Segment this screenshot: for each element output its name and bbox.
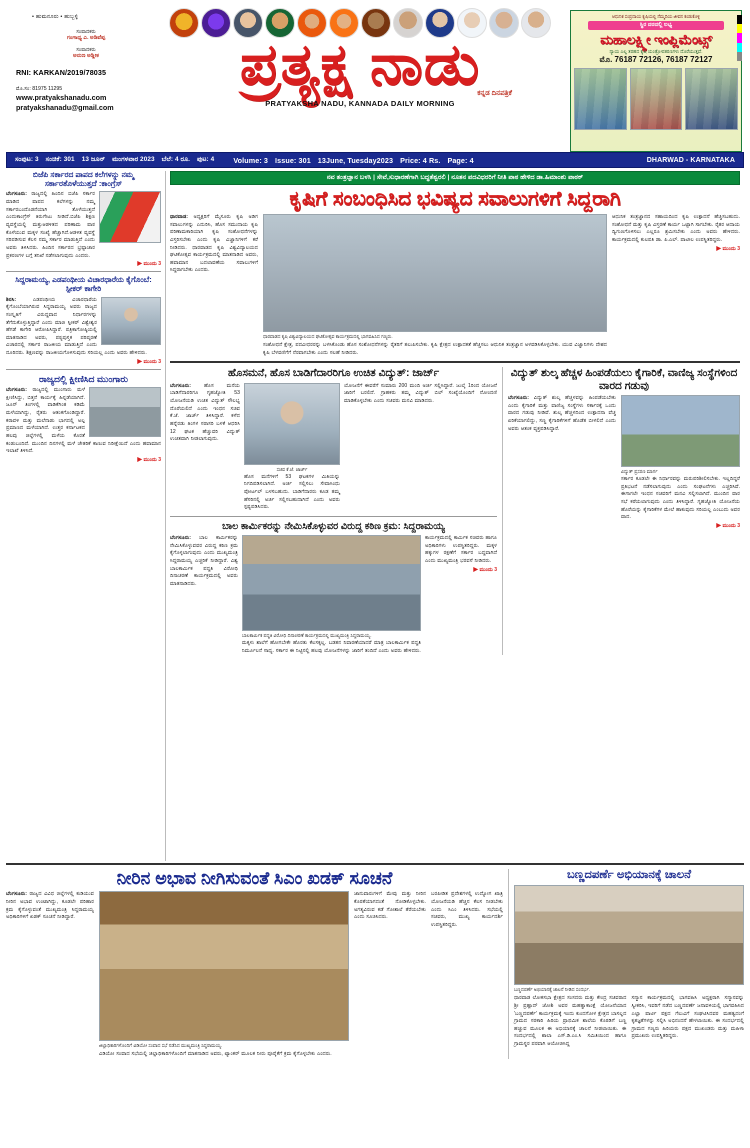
info-issue-kn: ಸಂಚಿಕೆ: 301 [45,156,75,163]
mid-left-block [170,367,503,655]
right-col2: ಸರ್ಕಾರ ಕೂಡಲೇ ಈ ನಿರ್ಧಾರವನ್ನು ಮರುಪರಿಶೀಲಿಸಬೇಕು. ಇಲ್ಲದಿದ್ದರೆ ಪ್ರತಿಭಟನೆ ನಡೆಸಲಾಗುವುದು ಎಂದು ಸಂಘಟನೆಗಳು ಎಚ್ಚರಿಸಿವೆ. ಈಗಾಗಲೇ ಇಂಧನ ಸಚಿವರಿಗೆ ಮನವಿ ಸಲ್ಲಿಸಲಾಗಿದೆ. ಮುಂದಿನ ವಾರ ಸಭೆ ಕರೆಯಲಾಗುವುದು ಎಂದು ತಿಳಿಸಿದ್ದಾರೆ. ಗೃಹಜ್ಯೋತಿ ಯೋಜನೆಯ ಹೊರೆಯನ್ನು ಕೈಗಾರಿಕೆಗಳ ಮೇಲೆ ಹಾಕುವುದು ಸರಿಯಲ್ಲ ಎಂಬುದು ಅವರ ವಾದ. [621,476,740,521]
mid-story-1[interactable] [170,367,497,512]
mid-1-col3: ಯೋಜನೆಗೆ ಈವರೆಗೆ ಸುಮಾರು 200 ಮಂದಿ ಅರ್ಜಿ ಸಲ್ಲಿಸಿದ್ದಾರೆ. ಜುಲೈ 1ರಿಂದ ಯೋಜನೆ ಜಾರಿಗೆ ಬರಲಿದೆ. ಗ್ರಾಹಕರು ತಮ್ಮ ವಿದ್ಯುತ್ ಬಿಲ್ ಸಂಖ್ಯೆಯೊಂದಿಗೆ ನೋಂದಣಿ ಮಾಡಿಕೊಳ್ಳಬೇಕು ಎಂದು ಸಚಿವರು ಮನವಿ ಮಾಡಿದರು. [344,382,497,404]
masthead [6,0,744,152]
masthead-left-info [6,6,156,152]
continued-label: ಮುಂದು 3 [143,358,161,365]
bottom-left-headline: ನೀರಿನ ಅಭಾವ ನೀಗಿಸುವಂತೆ ಸಿಎಂ ಖಡಕ್ ಸೂಚನೆ [116,868,393,888]
bottom-section [6,869,744,1059]
lead-continued[interactable]: ▶ ಮುಂದು 3 [716,245,740,252]
continued-label: ಮುಂದು 3 [143,456,161,463]
portrait-icon [521,8,551,38]
left-story-1-headline: ಬಿಜೆಪಿ ಸರ್ಕಾರದ ಪಾಪದ ಕಲೆಗಳನ್ನು ನಮ್ಮ ಸರ್ಕಾರತೊಳೆಯುತ್ತದೆ :ಕಾಂಗ್ರೆಸ್ [32,170,135,188]
lead-story-photo [263,214,607,332]
br-col2: ಸನ್ಮಾನ ಕಾರ್ಯಕ್ರಮದಲ್ಲಿ ಭಾಗವಹಿಸಿ ಅಧ್ಯಕ್ಷರಾಗಿ ಸನ್ಮಾನವನ್ನು ಸ್ವೀಕರಿಸಿ, ಇವರಿಗೆ ನಡೆದ ಬಣ್ಣದಪರ್ಣೆ ಜನಾವಳಿಯಲ್ಲಿ ಭಾಗವಹಿಸಿದ ಎಲ್ಲಾ ಪಾರ್ಟಿ ಪಕ್ಷದ ಗೆಲುವಿಗೆ ಸಂಘಟಿಸಿದವರ ಮಹತ್ವದಂಗೆ ಕೃತಜ್ಞತೆಗಳನ್ನು ಸಲ್ಲಿಸಿ ಅಭಿನಂದನೆ ಹೇಳಲಾಯಿತು. ಈ ಸಂದರ್ಭದಲ್ಲಿ ಗ್ರಾಮದ ಗಣ್ಯರು ಹಿರಿಯರು ಪಕ್ಷದ ಮುಖಂಡರು ಮತ್ತು ಮಹಿಳಾ ಪ್ರಮುಖರು ಉಪಸ್ಥಿತರಿದ್ದರು. [631,995,744,1040]
lead-dateline: ಧಾರವಾಡ: [170,214,189,220]
ad-subline: ನ್ಯಾಯ ಎಲ್ಲ ತರಹದ ಕೃಷಿ ಯಂತ್ರೋಪಕರಣಗಳು ದೊರೆಯುತ್ತವೆ. [609,49,703,54]
left-column [6,171,166,861]
mid-2-col1: ಬಾಲ ಕಾರ್ಮಿಕರನ್ನು ನೇಮಿಸಿಕೊಳ್ಳುವವರ ವಿರುದ್ಧ ಕಠಿಣ ಕ್ರಮ ಕೈಗೊಳ್ಳಲಾಗುವುದು ಎಂದು ಮುಖ್ಯಮಂತ್ರಿ ಸಿದ್ದರಾಮಯ್ಯ ಎಚ್ಚರಿಕೆ ನೀಡಿದ್ದಾರೆ. ವಿಶ್ವ ಬಾಲಕಾರ್ಮಿಕ ಪದ್ಧತಿ ವಿರೋಧಿ ದಿನಾಚರಣೆ ಕಾರ್ಯಕ್ರಮದಲ್ಲಿ ಅವರು ಮಾತನಾಡಿದರು. [170,535,239,588]
contact-block [16,86,156,113]
page-title: ಪ್ರತ್ಯಕ್ಷ ನಾಡು [239,32,481,97]
editor-credit-1 [16,29,156,42]
contact-phone: ಮೊ.ಸಂ: 81975 11295 [16,86,63,92]
masthead-advertisement[interactable] [564,6,744,152]
bottom-right-headline: ಬಣ್ಣದಪರ್ಣೆ ಅಭಿಯಾನಕ್ಕೆ ಚಾಲನೆ [566,869,692,881]
mid-1-dateline: ಬೆಂಗಳೂರು: [170,382,191,389]
ad-phone: ಮೊ. 76187 72126, 76187 72127 [599,55,713,64]
left-story-1-continued[interactable]: ▶ ಮುಂದು 3 [137,261,161,268]
mid-1-col2: ಹೊಸ ಮನೆಗಳಿಗೆ 53 ಘಟಕಗಳ ಮಿತಿಯನ್ನು ನಿಗದಿಪಡಿಸಲಾಗಿದೆ. ಅರ್ಜಿ ಸಲ್ಲಿಸಲು ಸೇವಾಸಿಂಧು ಪೋರ್ಟಲ್ ಬಳಸಬಹುದು. ಬಾಡಿಗೆದಾರರು ಕೂಡ ತಮ್ಮ ಹೆಸರಿನಲ್ಲಿ ಅರ್ಜಿ ಸಲ್ಲಿಸಬಹುದಾಗಿದೆ ಎಂದು ಅವರು ಸ್ಪಷ್ಟಪಡಿಸಿದರು. [244,473,340,511]
ad-title: ಮಹಾಲಕ್ಷ್ಮೀ ಇಂಪ್ಲಿಮೆಂಟ್ಸ್ [600,32,712,47]
left-story-2-photo [101,297,161,345]
br-photo-caption: ಬಣ್ಣದಪರ್ಣೆ ಅಭಿಯಾನಕ್ಕೆ ಚಾಲನೆ ನೀಡಿದ ಸಂದರ್ಭ. [514,987,591,993]
continued-label: ಮುಂದು 3 [722,245,740,252]
bl-col1: ರಾಜ್ಯದ ವಿವಿಧ ಜಿಲ್ಲೆಗಳಲ್ಲಿ ಕುಡಿಯುವ ನೀರಿನ ಅಭಾವ ಉಂಟಾಗಿದ್ದು, ಕೂಡಲೇ ಪರಿಹಾರ ಕ್ರಮ ಕೈಗೊಳ್ಳುವಂತೆ ಮುಖ್ಯಮಂತ್ರಿ ಸಿದ್ದರಾಮಯ್ಯ ಅಧಿಕಾರಿಗಳಿಗೆ ಖಡಕ್ ಸೂಚನೆ ನೀಡಿದ್ದಾರೆ. [6,891,94,921]
ad-product-trailer [685,68,738,130]
left-story-2-continued[interactable]: ▶ ಮುಂದು 3 [137,358,161,365]
bottom-right-photo [514,885,744,985]
editor-role-1: ಸಂಪಾದಕರು [76,29,96,35]
ad-image-row [574,68,738,130]
br-col1: ಧಾರವಾಡ ಲೋಕಸಭಾ ಕ್ಷೇತ್ರದ ಸಂಸದರು ಮತ್ತು ಕೇಂದ್ರ ಸಚಿವರಾದ ಶ್ರೀ ಪ್ರಹ್ಲಾದ್ ಜೋಶಿ ಅವರ ಮಹತ್ವಾಕಾಂಕ್ಷೆ ಯೋಜನೆಯಾದ 'ಬಣ್ಣದಪರ್ಣೆ' ಕಾರ್ಯಕ್ರಮಕ್ಕೆ ಇಂದು ಕುಂದಗೋಳ ಕ್ಷೇತ್ರದ ಬಾಸಲ್ಲದ ಗ್ರಾಮದ ಸರಕಾರಿ ಹಿರಿಯ ಪ್ರಾಥಮಿಕ ಶಾಲೆಯ ಕೊಠಡಿಗೆ ಬಣ್ಣ ಹಚ್ಚುವ ಮೂಲಕ ಈ ಅಭಿಯಾನಕ್ಕೆ ಚಾಲನೆ ನೀಡಲಾಯಿತು. ಈ ಸಂದರ್ಭದಲ್ಲಿ ಶಾಲಾ ಎಸ್.ಡಿ.ಎಂ.ಸಿ ಸಮಿತಿಯಿಂದ ಹಾಗೂ ಗ್ರಾಮಸ್ಥರ ಪರವಾಗಿ ಆಯೋಜಿಸಿದ್ದ [514,995,627,1048]
left-story-2[interactable] [6,276,161,365]
editor-credit-2 [16,47,156,60]
editor-name-2: ಅರುಣ ಅಡ್ಡೀಕ [73,53,99,59]
rni-number: RNI: KARKAN/2019/78035 [16,68,107,77]
lead-photo-caption: ಧಾರವಾಡದ ಕೃಷಿ ವಿಶ್ವವಿದ್ಯಾಲಯದ ಘಟಿಕೋತ್ಸವ ಕಾರ್ಯಕ್ರಮದಲ್ಲಿ ಭಾಗವಹಿಸಿದ ಗಣ್ಯರು. [263,334,393,339]
editor-role-2: ಸಂಪಾದಕರು [76,47,96,53]
mid-1-col1: ಹೊಸ ಮನೆಯ ಬಾಡಿಗೆದಾರರಿಗೂ ಗೃಹಜ್ಯೋತಿ 53 ಯೋಜನೆಯಡಿ ಉಚಿತ ವಿದ್ಯುತ್ ಸೌಲಭ್ಯ ದೊರೆಯಲಿದೆ ಎಂದು ಇಂಧನ ಸಚಿವ ಕೆ.ಜೆ. ಜಾರ್ಜ್ ತಿಳಿಸಿದ್ದಾರೆ. ಕಳೆದ ಹನ್ನೆರಡು ತಿಂಗಳ ಸರಾಸರಿ ಬಳಕೆ ಆಧರಿಸಿ 12 ಘಟಕ ಹೆಚ್ಚುವರಿ ವಿದ್ಯುತ್ ಉಚಿತವಾಗಿ ನೀಡಲಾಗುವುದು. [170,382,240,443]
info-volume-en: Volume: 3 [233,155,269,165]
mid-story-1-photo [244,383,340,465]
left-story-3-text: ರಾಜ್ಯದಲ್ಲಿ ಮುಂಗಾರು ಮಳೆ ಕ್ಷೀಣಿಸಿದ್ದು, ಬಿತ್ತನೆ ಕಾರ್ಯಕ್ಕೆ ಹಿನ್ನಡೆಯಾಗಿದೆ. ಜೂನ್ ತಿಂಗಳಲ್ಲಿ ವಾಡಿಕೆಗಿಂತ ಕಡಿಮೆ ಮಳೆಯಾಗಿದ್ದು, ರೈತರು ಆತಂಕಗೊಂಡಿದ್ದಾರೆ. ಕರಾವಳಿ ಮತ್ತು ಮಲೆನಾಡು ಭಾಗದಲ್ಲಿ ಅಲ್ಪ ಪ್ರಮಾಣದ ಮಳೆಯಾಗಿದೆ. ಉತ್ತರ ಕರ್ನಾಟಕದ ಹಲವು ಜಿಲ್ಲೆಗಳಲ್ಲಿ ಮಳೆಯ ಕೊರತೆ ಕಂಡುಬಂದಿದೆ. ಮುಂದಿನ ದಿನಗಳಲ್ಲಿ ಮಳೆ ಚೇತರಿಕೆ ಕಾಣುವ ನಿರೀಕ್ಷೆಯಿದೆ ಎಂದು ಹವಾಮಾನ ಇಲಾಖೆ ತಿಳಿಸಿದೆ. [6,387,161,455]
color-calibration-strip [737,15,742,61]
continued-label: ಮುಂದು 3 [143,261,161,268]
left-story-2-text: ಎಡಪಂಥೀಯ ವಿಚಾರಧಾರೆಯ ಕೈಗೊಂಬೆಯಾಗಿರುವ ಸಿದ್ದರಾಮಯ್ಯ ಅವರು ರಾಜ್ಯದ ಸಂಸ್ಕೃತಿಗೆ ವಿರುದ್ಧವಾದ ನಿರ್ಧಾರಗಳನ್ನು ತೆಗೆದುಕೊಳ್ಳುತ್ತಿದ್ದಾರೆ ಎಂದು ಮಾಜಿ ಸ್ಪೀಕರ್ ವಿಶ್ವೇಶ್ವರ ಹೆಗಡೆ ಕಾಗೇರಿ ಆರೋಪಿಸಿದ್ದಾರೆ. ಪತ್ರಿಕಾಗೋಷ್ಠಿಯಲ್ಲಿ ಮಾತನಾಡಿದ ಅವರು, ಪಠ್ಯಪುಸ್ತಕ ಪರಿಷ್ಕರಣೆ ವಿಚಾರದಲ್ಲಿ ಸರ್ಕಾರ ರಾಜಕೀಯ ಮಾಡುತ್ತಿದೆ ಎಂದು ದೂರಿದರು. ಶಿಕ್ಷಣವನ್ನು ರಾಜಕೀಯಗೊಳಿಸುವುದು ಸರಿಯಲ್ಲ ಎಂದು ಅವರು ಹೇಳಿದರು. [6,296,147,357]
issue-info-bar [6,152,744,168]
right-continued[interactable]: ▶ ಮುಂದು 3 [716,522,740,529]
contact-website[interactable]: www.pratyakshanadu.com [16,92,107,102]
left-story-1[interactable] [6,171,161,267]
left-story-3-continued[interactable]: ▶ ಮುಂದು 3 [137,456,161,463]
lead-col3: ಆಧುನಿಕ ತಂತ್ರಜ್ಞಾನದ ಸಹಾಯದಿಂದ ಕೃಷಿ ಉತ್ಪಾದನೆ ಹೆಚ್ಚಿಸಬಹುದು. ಸಂಶೋಧನೆ ಮತ್ತು ಕೃಷಿ ವಿಸ್ತರಣೆ ಕಾರ್ಯ ಒಟ್ಟಾಗಿ ಸಾಗಬೇಕು. ರೈತರ ಆದಾಯ ದ್ವಿಗುಣಗೊಳಿಸಲು ಎಲ್ಲರೂ ಶ್ರಮಿಸಬೇಕು ಎಂದು ಅವರು ಹೇಳಿದರು. ಕಾರ್ಯಕ್ರಮದಲ್ಲಿ ಕುಲಪತಿ ಡಾ. ಪಿ.ಎಲ್. ಪಾಟೀಲ ಉಪಸ್ಥಿತರಿದ್ದರು. [612,214,740,243]
mid-2-dateline: ಬೆಂಗಳೂರು: [170,535,191,542]
left-story-3-dateline: ಬೆಂಗಳೂರು: [6,387,27,394]
masthead-subtitle-kn: ಕನ್ನಡ ದಿನಪತ್ರಿಕೆ [477,89,512,97]
editor-name-1: ಗಂಗಾಧ್ಯ ಎ. ಅಡಿವೆಪ್ಪ [66,35,106,41]
info-day-kn: 13 ಜೂನ್ [81,156,106,163]
left-story-3-photo [89,387,161,437]
bl-dateline: ಬೆಂಗಳೂರು: [6,891,27,898]
mid-2-col2: ಮಕ್ಕಳು ಶಾಲೆಗೆ ಹೋಗಬೇಕೇ ಹೊರತು ಕೆಲಸಕ್ಕಲ್ಲ. ಬಡತನ ನಿವಾರಣೆಯಾದರೆ ಮಾತ್ರ ಬಾಲಕಾರ್ಮಿಕ ಪದ್ಧತಿ ನಿರ್ಮೂಲನೆ ಸಾಧ್ಯ. ಸರ್ಕಾರ ಈ ನಿಟ್ಟಿನಲ್ಲಿ ಹಲವು ಯೋಜನೆಗಳನ್ನು ಜಾರಿಗೆ ತಂದಿದೆ ಎಂದು ಅವರು ಹೇಳಿದರು. [242,640,421,654]
masthead-editions: • ಹುಮನೂರು • ಹುಬ್ಬಳ್ಳಿ [32,14,79,20]
bottom-left-story[interactable] [6,869,509,1059]
mid-row [170,367,740,655]
right-story-photo [621,395,740,467]
right-story[interactable] [508,367,740,655]
portrait-icon [201,8,231,38]
info-page-en: Page: 4 [447,155,474,165]
info-volume-kn: ಸಂಪುಟ: 3 [15,156,39,163]
info-date-en: 13June, Tuesday2023 [317,155,394,165]
info-location: DHARWAD - KARNATAKA [646,156,735,164]
info-price-en: Price: 4 Rs. [400,155,441,165]
info-issue-en: Issue: 301 [275,155,311,165]
mid-1-photo-caption: ಸಚಿವ ಕೆ.ಜೆ. ಜಾರ್ಜ್ [276,466,308,472]
continued-label: ಮುಂದು 3 [722,522,740,529]
portrait-icon [489,8,519,38]
info-date-kn: ಮಂಗಳವಾರ 2023 [112,156,155,163]
left-story-1-photo [99,191,161,243]
lead-col1: ಅಧ್ಯಕ್ಷರಿಗೆ ಮೈಸೂರು ಕೃಷಿ ಅಡಿಗ ಸವಾಲುಗಳನ್ನು ಎದುರಿಸಿ, ಹೊಸ ಸಮುದಾಯ ಕೃಷಿ ಪರಿಣಾಮಕಾರಿಯಾಗಿ ಕೃಷಿ ಸಂಶೋಧನೆಗಳನ್ನು ವಿಸ್ತರಿಸಬೇಕು ಎಂದು ಕೃಷಿ ವಿಜ್ಞಾನಿಗಳಿಗೆ ಕರೆ ನೀಡಿದರು. ಧಾರವಾಡದ ಕೃಷಿ ವಿಶ್ವವಿದ್ಯಾಲಯದ ಘಟಿಕೋತ್ಸವ ಕಾರ್ಯಕ್ರಮದಲ್ಲಿ ಮಾತನಾಡಿದ ಅವರು, ಹವಾಮಾನ ಬದಲಾವಣೆಯ ಸವಾಲುಗಳಿಗೆ ಸಿದ್ಧರಾಗಬೇಕು ಎಂದರು. [170,214,258,274]
main-content-grid [6,171,744,861]
right-dateline: ಬೆಂಗಳೂರು: [508,395,529,402]
main-column [166,171,744,861]
bl-col4: ಬರಪೀಡಿತ ಪ್ರದೇಶಗಳಲ್ಲಿ ಉದ್ಯೋಗ ಖಾತ್ರಿ ಯೋಜನೆಯಡಿ ಹೆಚ್ಚಿನ ಕೆಲಸ ನೀಡಬೇಕು ಎಂದು ಸಿಎಂ ತಿಳಿಸಿದರು. ಸಭೆಯಲ್ಲಿ ಸಚಿವರು, ಮುಖ್ಯ ಕಾರ್ಯದರ್ಶಿ ಉಪಸ್ಥಿತರಿದ್ದರು. [431,891,503,928]
mid-story-2-photo [242,535,421,631]
green-banner: ನವ ತಂತ್ರಜ್ಞಾನ ಬಳಸಿ | ಸೇವೆ,ಸುಧಾರಣೆಗಾಗಿ ಬದ್ಧತೆಶ್ವರಲಿ | ನೂತನ ಪದವಿಧರರಿಗೆ ನೀತಿ ಪಾಠ ಹೇಳಿದ ಡಾ.ಹಿಮಾಂಶು ಪಾಠಕ್ [170,171,740,185]
lead-story[interactable] [170,214,740,357]
bottom-right-story[interactable] [509,869,744,1059]
mid-story-2[interactable] [170,521,497,656]
mid-story-1-headline: ಹೊಸಮನೆ, ಹೊಸ ಬಾಡಿಗೆದಾರರಿಗೂ ಉಚಿತ ವಿದ್ಯುತ್: ಜಾರ್ಜ್ [227,367,440,380]
ad-product-rotavator [630,68,683,130]
masthead-subtitle-en: PRATYAKSHA NADU, KANNADA DAILY MORNING [265,98,455,108]
left-story-1-text: ರಾಜ್ಯದಲ್ಲಿ ಹಿಂದಿನ ಬಿಜೆಪಿ ಸರ್ಕಾರ ಮಾಡಿದ ಪಾಪದ ಕಲೆಗಳನ್ನು ನಮ್ಮ ಸರ್ಕಾರಬಂದೊಡನೆಯಾಗಿ ತೊಳೆಯುತ್ತದೆ ಎಂದುಕಾಂಗ್ರೆಸ್ ತಿರುಗೇಟು ನೀಡಿದೆ.ಬಿಜೆಪಿ ಶಿಕ್ಷಣ ವ್ಯವಸ್ಥೆಯಲ್ಲಿ ಮತ್ತುಆಡಳಿತದ ಪರಿಣಾಮ ಪಾಠ ಕೊಳೆಯುವ ಮಕ್ಕಳ ಸಂಖ್ಯೆ ಹೆಚ್ಚಾಗಿದೆ.ಆಡಳಿತ ವ್ಯವಸ್ಥೆ ಸರಿಪಡಿಸುವ ಕೆಲಸ ನಮ್ಮ ಸರ್ಕಾರ ಮಾಡುತ್ತಿದೆ ಎಂದು ಅವರು ತಿಳಿಸಿದರು. ಹಿಂದಿನ ಸರ್ಕಾರದ ಭ್ರಷ್ಟಾಚಾರ ಪ್ರಕರಣಗಳ ಬಗ್ಗೆ ತನಿಖೆ ನಡೆಸಲಾಗುವುದು ಎಂದರು. [6,191,96,259]
right-col1: ವಿದ್ಯುತ್ ಶುಲ್ಕ ಹೆಚ್ಚಳವನ್ನು ಹಿಂಪಡೆಯಬೇಕು ಎಂದು ಕೈಗಾರಿಕೆ ಮತ್ತು ವಾಣಿಜ್ಯ ಸಂಸ್ಥೆಗಳು ಸರ್ಕಾರಕ್ಕೆ ಒಂದು ವಾರದ ಗಡುವು ನೀಡಿವೆ. ಶುಲ್ಕ ಹೆಚ್ಚಳದಿಂದ ಉತ್ಪಾದನಾ ವೆಚ್ಚ ಏರಿಕೆಯಾಗಲಿದ್ದು, ಸಣ್ಣ ಕೈಗಾರಿಕೆಗಳಿಗೆ ಹೊಡೆತ ಬೀಳಲಿದೆ ಎಂದು ಅವರು ಆತಂಕ ವ್ಯಕ್ತಪಡಿಸಿದ್ದಾರೆ. [508,395,616,432]
bl-col3: ಜಾನುವಾರುಗಳಿಗೆ ಮೇವು ಮತ್ತು ನೀರಿನ ಕೊರತೆಯಾಗದಂತೆ ನೋಡಿಕೊಳ್ಳಬೇಕು. ಅಗತ್ಯವಿರುವ ಕಡೆ ಗೋಶಾಲೆ ತೆರೆಯಬೇಕು ಎಂದು ಸೂಚಿಸಿದರು. [354,891,426,921]
portrait-icon [169,8,199,38]
bottom-left-photo [99,891,349,1041]
right-story-headline: ವಿದ್ಯುತ್ ಶುಲ್ಕ ಹೆಚ್ಚಳ ಹಿಂಪಡೆಯಲು ಕೈಗಾರಿಕೆ, ವಾಣಿಜ್ಯ ಸಂಸ್ಥೆಗಳಿಂದ ವಾರದ ಗಡುವು [510,367,738,392]
info-price-kn: ಬೆಲೆ: 4 ರೂ. [161,156,190,163]
info-page-kn: ಪುಟ: 4 [196,156,215,163]
ad-pink-banner: ಸ್ಥಿರ ದರದಲ್ಲಿ ಲಭ್ಯ [588,21,724,30]
left-story-3[interactable] [6,374,161,463]
left-story-2-dateline: ಶಿರಸಿ: [6,296,17,303]
lead-col2: ಸಂಶೋಧನೆ ಕ್ಷೇತ್ರ, ಪದವೀಧರರನ್ನು ಬಳಸಿಕೊಂಡು ಹೊಸ ಸಂಶೋಧನೆಗಳನ್ನು ರೈತರಿಗೆ ತಲುಪಿಸಬೇಕು. ಕೃಷಿ ಕ್ಷೇತ್ರದ ಉತ್ಪಾದಕತೆ ಹೆಚ್ಚಿಸಲು ಆಧುನಿಕ ತಂತ್ರಜ್ಞಾನ ಅಳವಡಿಸಿಕೊಳ್ಳಬೇಕು. ಯುವ ವಿಜ್ಞಾನಿಗಳು ದೇಶದ ಕೃಷಿ ಬೆಳವಣಿಗೆಗೆ ನೆರವಾಗಬೇಕು ಎಂದು ಸಲಹೆ ನೀಡಿದರು. [263,342,607,356]
ad-top-line: ಆಧುನಿಕ ಸಂಪ್ರದಾಯ ಕೃಷಿಯಲ್ಲಿ ನೆಮ್ಮದಿಯ ಜೀವನ ಕಂಡುಕೊಳ್ಳಿ [612,14,700,19]
left-story-3-headline: ರಾಜ್ಯದಲ್ಲಿ ಕ್ಷೀಣಿಸಿದ ಮುಂಗಾರು [38,373,129,384]
mid-2-col3: ಕಾರ್ಯಕ್ರಮದಲ್ಲಿ ಕಾರ್ಮಿಕ ಸಚಿವರು ಹಾಗೂ ಅಧಿಕಾರಿಗಳು ಉಪಸ್ಥಿತರಿದ್ದರು. ಮಕ್ಕಳ ಹಕ್ಕುಗಳ ರಕ್ಷಣೆಗೆ ಸರ್ಕಾರ ಬದ್ಧವಾಗಿದೆ ಎಂದು ಮುಖ್ಯಮಂತ್ರಿ ಭರವಸೆ ನೀಡಿದರು. [425,535,497,565]
bl-col2: ವಿಡಿಯೋ ಸಂವಾದ ಸಭೆಯಲ್ಲಿ ಜಿಲ್ಲಾಧಿಕಾರಿಗಳೊಂದಿಗೆ ಮಾತನಾಡಿದ ಅವರು, ಟ್ಯಾಂಕರ್ ಮೂಲಕ ನೀರು ಪೂರೈಕೆಗೆ ಕ್ರಮ ಕೈಗೊಳ್ಳಬೇಕು ಎಂದರು. [99,1051,332,1058]
mid-2-continued[interactable]: ▶ ಮುಂದು 3 [473,566,497,573]
contact-email[interactable]: pratyakshanadu@gmail.com [16,102,114,112]
masthead-title-row [156,32,564,108]
lead-story-headline: ಕೃಷಿಗೆ ಸಂಬಂಧಿಸಿದ ಭವಿಷ್ಯದ ಸವಾಲುಗಳಿಗೆ ಸಿದ್ದರಾಗಿ [289,188,621,210]
ad-product-plough [574,68,627,130]
left-story-1-dateline: ಬೆಂಗಳೂರು: [6,191,27,198]
mid-story-2-headline: ಬಾಲ ಕಾರ್ಮಿಕರನ್ನು ನೇಮಿಸಿಕೊಳ್ಳುವರ ವಿರುದ್ದ ಕಠಿಣ ಕ್ರಮ: ಸಿದ್ದರಾಮಯ್ಯ [222,520,445,532]
mid-2-photo-caption: ಬಾಲಕಾರ್ಮಿಕ ಪದ್ಧತಿ ವಿರೋಧಿ ದಿನಾಚರಣೆ ಕಾರ್ಯಕ್ರಮದಲ್ಲಿ ಮುಖ್ಯಮಂತ್ರಿ ಸಿದ್ದರಾಮಯ್ಯ. [242,633,372,639]
right-photo-caption: ವಿದ್ಯುತ್ ಪ್ರಸರಣ ಮಾರ್ಗ [621,469,658,475]
left-story-2-headline: ಸಿದ್ದರಾಮಯ್ಯ, ಎಡಪಂಥೀಯ ವಿಚಾರಧಾರೆಯ ಕೈಗೊಂಬೆ: ಸ್ಪೀಕರ್ ಕಾಗೇರಿ [15,275,152,293]
masthead-center [156,6,564,152]
bl-photo-caption: ಜಿಲ್ಲಾಧಿಕಾರಿಗಳೊಂದಿಗೆ ವಿಡಿಯೋ ಸಂವಾದ ಸಭೆ ನಡೆಸಿದ ಮುಖ್ಯಮಂತ್ರಿ ಸಿದ್ದರಾಮಯ್ಯ. [99,1043,223,1049]
ad-box[interactable] [570,10,742,152]
continued-label: ಮುಂದು 3 [479,566,497,573]
